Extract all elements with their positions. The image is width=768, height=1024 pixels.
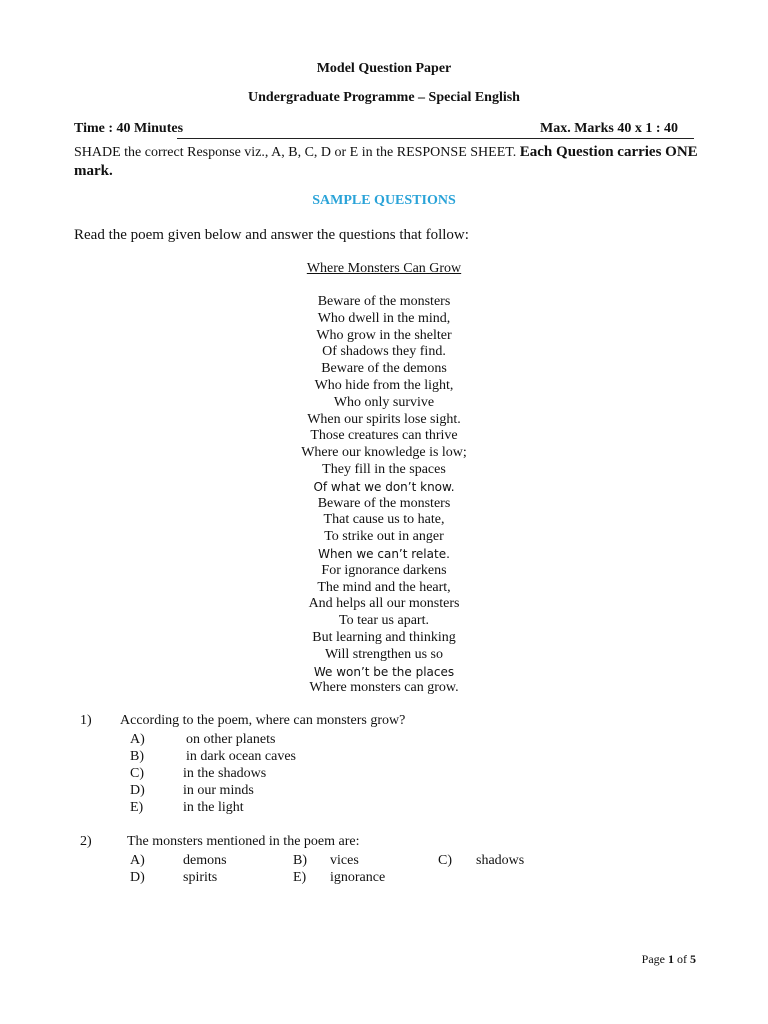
question-text: The monsters mentioned in the poem are:: [127, 834, 360, 849]
poem-line: For ignorance darkens: [321, 562, 447, 578]
question-number: 1): [80, 713, 92, 728]
poem-line: Who grow in the shelter: [316, 327, 452, 343]
poem-line: When our spirits lose sight.: [307, 411, 461, 427]
poem-line: The mind and the heart,: [317, 579, 451, 595]
poem-line: Of what we don’t know.: [313, 479, 455, 494]
option-text: in the light: [183, 800, 244, 815]
page-total: 5: [690, 952, 696, 966]
option-label: C): [130, 766, 144, 781]
poem-title: Where Monsters Can Grow: [306, 261, 462, 276]
poem-line: Will strengthen us so: [324, 646, 444, 662]
page-current: 1: [668, 952, 674, 966]
poem-line: Beware of the monsters: [317, 495, 451, 511]
option-text: spirits: [183, 870, 218, 885]
option-label: E): [293, 870, 307, 885]
time-allowed: Time : 40 Minutes: [74, 121, 184, 136]
section-heading: SAMPLE QUESTIONS: [312, 193, 456, 208]
option-label: D): [130, 783, 145, 798]
option-label: B): [130, 749, 144, 764]
question-text: According to the poem, where can monsters grow?: [120, 713, 406, 728]
poem-line: Who hide from the light,: [314, 377, 454, 393]
instructions-bold: Each Question carries ONE mark.: [74, 144, 698, 179]
poem-line: Beware of the monsters: [317, 294, 451, 309]
poem-line: To tear us apart.: [339, 613, 429, 629]
poem-line: Beware of the demons: [321, 361, 447, 377]
page-subtitle: Undergraduate Programme – Special English: [248, 90, 520, 105]
poem-line: Who dwell in the mind,: [317, 310, 451, 326]
poem-line: Where our knowledge is low;: [301, 445, 467, 461]
poem-line: Those creatures can thrive: [310, 428, 458, 444]
of-word: of: [674, 952, 690, 966]
page-footer: [642, 952, 696, 967]
instructions-plain: SHADE the correct Response viz., A, B, C, D or E in the RESPONSE SHEET.: [74, 145, 520, 160]
option-label: A): [130, 853, 145, 868]
poem-line: To strike out in anger: [324, 529, 444, 545]
poem-line: Who only survive: [333, 394, 435, 410]
page-title: Model Question Paper: [316, 61, 452, 76]
question-number: 2): [80, 834, 92, 849]
option-text: shadows: [476, 853, 525, 868]
instructions: [74, 143, 704, 181]
option-label: D): [130, 870, 145, 885]
poem-line: Of shadows they find.: [322, 344, 446, 360]
poem-line: Where monsters can grow.: [309, 680, 459, 696]
poem-line: They fill in the spaces: [322, 461, 446, 477]
option-text: on other planets: [186, 732, 276, 747]
poem-intro: Read the poem given below and answer the questions that follow:: [74, 227, 469, 243]
poem-line: When we can’t relate.: [318, 546, 450, 561]
option-text: vices: [330, 853, 359, 868]
max-marks: Max. Marks 40 x 1 : 40: [540, 121, 679, 136]
poem-line: That cause us to hate,: [323, 512, 445, 528]
header-divider: [177, 138, 694, 139]
page-word: Page: [641, 952, 668, 966]
poem-line: And helps all our monsters: [308, 596, 460, 612]
option-text: in our minds: [183, 783, 254, 798]
option-text: in the shadows: [183, 766, 267, 781]
option-label: B): [293, 853, 307, 868]
poem-line: But learning and thinking: [312, 629, 456, 645]
option-text: demons: [183, 853, 227, 868]
option-label: E): [130, 800, 144, 815]
option-label: C): [438, 853, 452, 868]
poem-body: [0, 294, 768, 697]
option-text: in dark ocean caves: [186, 749, 296, 764]
poem-line: We won’t be the places: [313, 664, 455, 679]
option-label: A): [130, 732, 145, 747]
option-text: ignorance: [330, 870, 386, 885]
